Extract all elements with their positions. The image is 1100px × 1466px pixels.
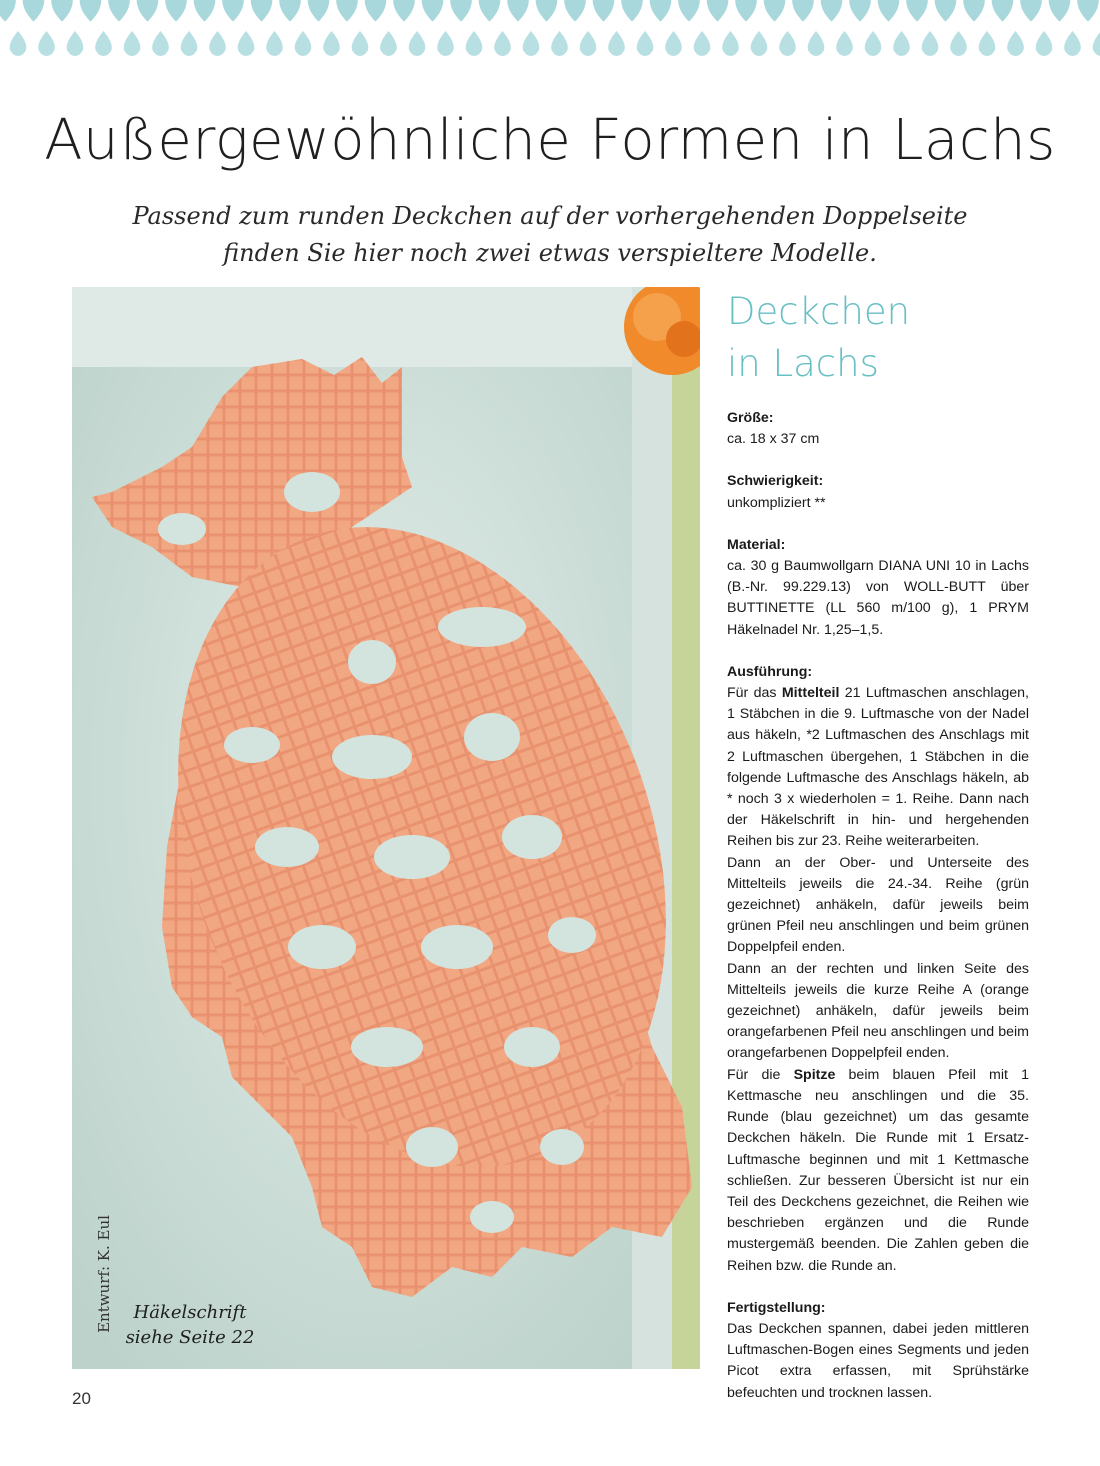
droplet-icon <box>1064 31 1081 56</box>
droplet-icon <box>792 0 814 22</box>
instructions-paragraph-4 <box>727 1065 1029 1277</box>
droplet-icon <box>507 0 529 22</box>
page-number: 20 <box>72 1389 91 1408</box>
droplet-icon <box>352 31 369 56</box>
size-value: ca. 18 x 37 cm <box>727 431 820 448</box>
droplet-icon <box>580 31 597 56</box>
droplet-icon <box>935 0 957 22</box>
pattern-article <box>727 286 1029 1425</box>
droplet-icon <box>365 0 387 22</box>
instr-p1-rest: 21 Luftmaschen anschlagen, 1 Stäbchen in die 9. Luftmasche von der Nadel aus häkeln, *2 Luftmaschen des Anschlags mit 2 Luftmaschen übergehen, 1 Stäbchen in die folgende Luftmasche des Anschlags häkeln, ab * noch 3 x wiederholen = 1. Reihe. Dann nach der Häkelschrift in hin- und hergehenden Reihen bis zur 23. Reihe weiterarbeiten. <box>727 685 1029 850</box>
difficulty-value: unkompliziert ** <box>727 494 826 511</box>
material-label: Material: <box>727 536 786 553</box>
droplet-icon <box>665 31 682 56</box>
droplet-icon <box>922 31 939 56</box>
droplet-icon <box>323 31 340 56</box>
droplet-icon <box>1049 0 1071 22</box>
instructions-paragraph-3: Dann an der rechten und linken Seite des Mittelteils jeweils die kurze Reihe A (orange gezeichnet) anhäkeln, dafür jeweils beim orangefarbenen Pfeil neu anschlingen und beim orangefarbenen Doppelpfeil enden. <box>727 960 1029 1062</box>
article-title <box>727 286 1029 390</box>
instr-p4-rest: beim blauen Pfeil mit 1 Kettmasche neu anschlingen und die 35. Runde (blau gezeichnet) um das gesamte Deckchen häkeln. Die Runde mit 1 Ersatz-Luftmasche beginnen und mit 1 Kettmasche schließen. Zur besseren Übersicht ist nur ein Teil des Deckchens gezeichnet, die Reihen wie beschrieben ergänzen und die Runde mustergemäß beenden. Die Zahlen geben die Reihen bzw. die Runde an. <box>727 1066 1029 1274</box>
droplet-icon <box>637 31 654 56</box>
difficulty-section <box>727 471 1029 513</box>
subtitle-line-1: Passend zum runden Deckchen auf der vorhergehenden Doppelseite <box>132 202 968 230</box>
droplet-icon <box>621 0 643 22</box>
droplet-icon <box>764 0 786 22</box>
material-section <box>727 535 1029 641</box>
finishing-section <box>727 1298 1029 1404</box>
droplet-icon <box>849 0 871 22</box>
chart-reference <box>90 1300 290 1350</box>
droplet-icon <box>0 0 16 22</box>
article-title-line-2: in Lachs <box>727 342 879 385</box>
droplet-icon <box>722 31 739 56</box>
material-value: ca. 30 g Baumwollgarn DIANA UNI 10 in Lachs (B.-Nr. 99.229.13) von WOLL-BUTT über BUTTINETTE (LL 560 m/100 g), 1 PRYM Häkelnadel Nr. 1,25–1,5. <box>727 558 1029 638</box>
droplet-icon <box>479 0 501 22</box>
droplet-icon <box>1036 31 1053 56</box>
droplet-icon <box>194 0 216 22</box>
droplet-icon <box>735 0 757 22</box>
article-title-line-1: Deckchen <box>727 290 911 333</box>
droplet-icon <box>409 31 426 56</box>
instructions-label: Ausführung: <box>727 663 813 680</box>
droplet-icon <box>694 31 711 56</box>
instructions-paragraph-2: Dann an der Ober- und Unterseite des Mittelteils jeweils die 24.-34. Reihe (grün gezeichnet) anhäkeln, dafür jeweils beim grünen Pfeil neu anschlingen und beim grünen Doppelpfeil enden. <box>727 854 1029 956</box>
droplet-icon <box>23 0 45 22</box>
droplet-icon <box>564 0 586 22</box>
droplet-icon <box>865 31 882 56</box>
droplet-icon <box>437 31 454 56</box>
instr-p1-start: Für das <box>727 685 782 702</box>
droplet-icon <box>95 31 112 56</box>
droplet-icon <box>165 0 187 22</box>
droplet-icon <box>751 31 768 56</box>
droplet-icon <box>152 31 169 56</box>
droplet-icon <box>979 31 996 56</box>
chart-reference-line-1: Häkelschrift <box>133 1302 247 1323</box>
droplet-icon <box>836 31 853 56</box>
droplet-border <box>0 0 1100 66</box>
instructions-section <box>727 662 1029 1277</box>
droplet-icon <box>51 0 73 22</box>
droplet-icon <box>209 31 226 56</box>
droplet-icon <box>279 0 301 22</box>
droplet-icon <box>536 0 558 22</box>
droplet-icon <box>523 31 540 56</box>
droplet-icon <box>108 0 130 22</box>
droplet-icon <box>963 0 985 22</box>
droplet-icon <box>650 0 672 22</box>
instructions-paragraph-1 <box>727 683 1029 853</box>
size-label: Größe: <box>727 410 774 426</box>
droplet-icon <box>707 0 729 22</box>
droplet-icon <box>308 0 330 22</box>
instr-p4-bold: Spitze <box>793 1066 836 1083</box>
design-credit: Entwurf: K. Eul <box>95 1215 113 1333</box>
droplet-icon <box>878 0 900 22</box>
droplet-icon <box>678 0 700 22</box>
difficulty-label: Schwierigkeit: <box>727 473 824 490</box>
droplet-icon <box>608 31 625 56</box>
droplet-icon <box>251 0 273 22</box>
doily-illustration <box>72 287 700 1369</box>
size-section <box>727 408 1029 450</box>
droplet-icon <box>893 31 910 56</box>
droplet-icon <box>1093 31 1100 56</box>
instr-p1-bold: Mittelteil <box>781 685 840 702</box>
droplet-icon <box>906 0 928 22</box>
chart-reference-line-2: siehe Seite 22 <box>125 1327 255 1348</box>
droplet-icon <box>137 0 159 22</box>
droplet-icon <box>38 31 55 56</box>
doily-photo <box>72 287 700 1369</box>
droplet-icon <box>422 0 444 22</box>
droplet-icon <box>992 0 1014 22</box>
page-title: Außergewöhnliche Formen in Lachs <box>44 108 1056 173</box>
droplet-icon <box>393 0 415 22</box>
finishing-label: Fertigstellung: <box>727 1299 826 1316</box>
droplet-icon <box>1007 31 1024 56</box>
droplet-icon <box>336 0 358 22</box>
droplet-icon <box>551 31 568 56</box>
droplet-icon <box>67 31 84 56</box>
intro-subtitle <box>0 198 1100 272</box>
droplet-icon <box>295 31 312 56</box>
droplet-icon <box>222 0 244 22</box>
droplet-icon <box>1077 0 1099 22</box>
droplet-icon <box>80 0 102 22</box>
finishing-value: Das Deckchen spannen, dabei jeden mittleren Luftmaschen-Bogen eines Segments und jeden Picot extra erfassen, mit Sprühstärke befeuchten und trocknen lassen. <box>727 1320 1029 1401</box>
droplet-icon <box>593 0 615 22</box>
subtitle-line-2: finden Sie hier noch zwei etwas verspieltere Modelle. <box>223 239 877 267</box>
droplet-icon <box>380 31 397 56</box>
droplet-icon <box>466 31 483 56</box>
instr-p4-start: Für die <box>727 1066 794 1083</box>
droplet-icon <box>266 31 283 56</box>
droplet-icon <box>950 31 967 56</box>
droplet-icon <box>1020 0 1042 22</box>
droplet-icon <box>494 31 511 56</box>
droplet-icon <box>238 31 255 56</box>
droplet-icon <box>450 0 472 22</box>
droplet-icon <box>124 31 141 56</box>
droplet-icon <box>181 31 198 56</box>
droplet-icon <box>779 31 796 56</box>
droplet-icon <box>10 31 27 56</box>
droplet-icon <box>821 0 843 22</box>
droplet-icon <box>808 31 825 56</box>
